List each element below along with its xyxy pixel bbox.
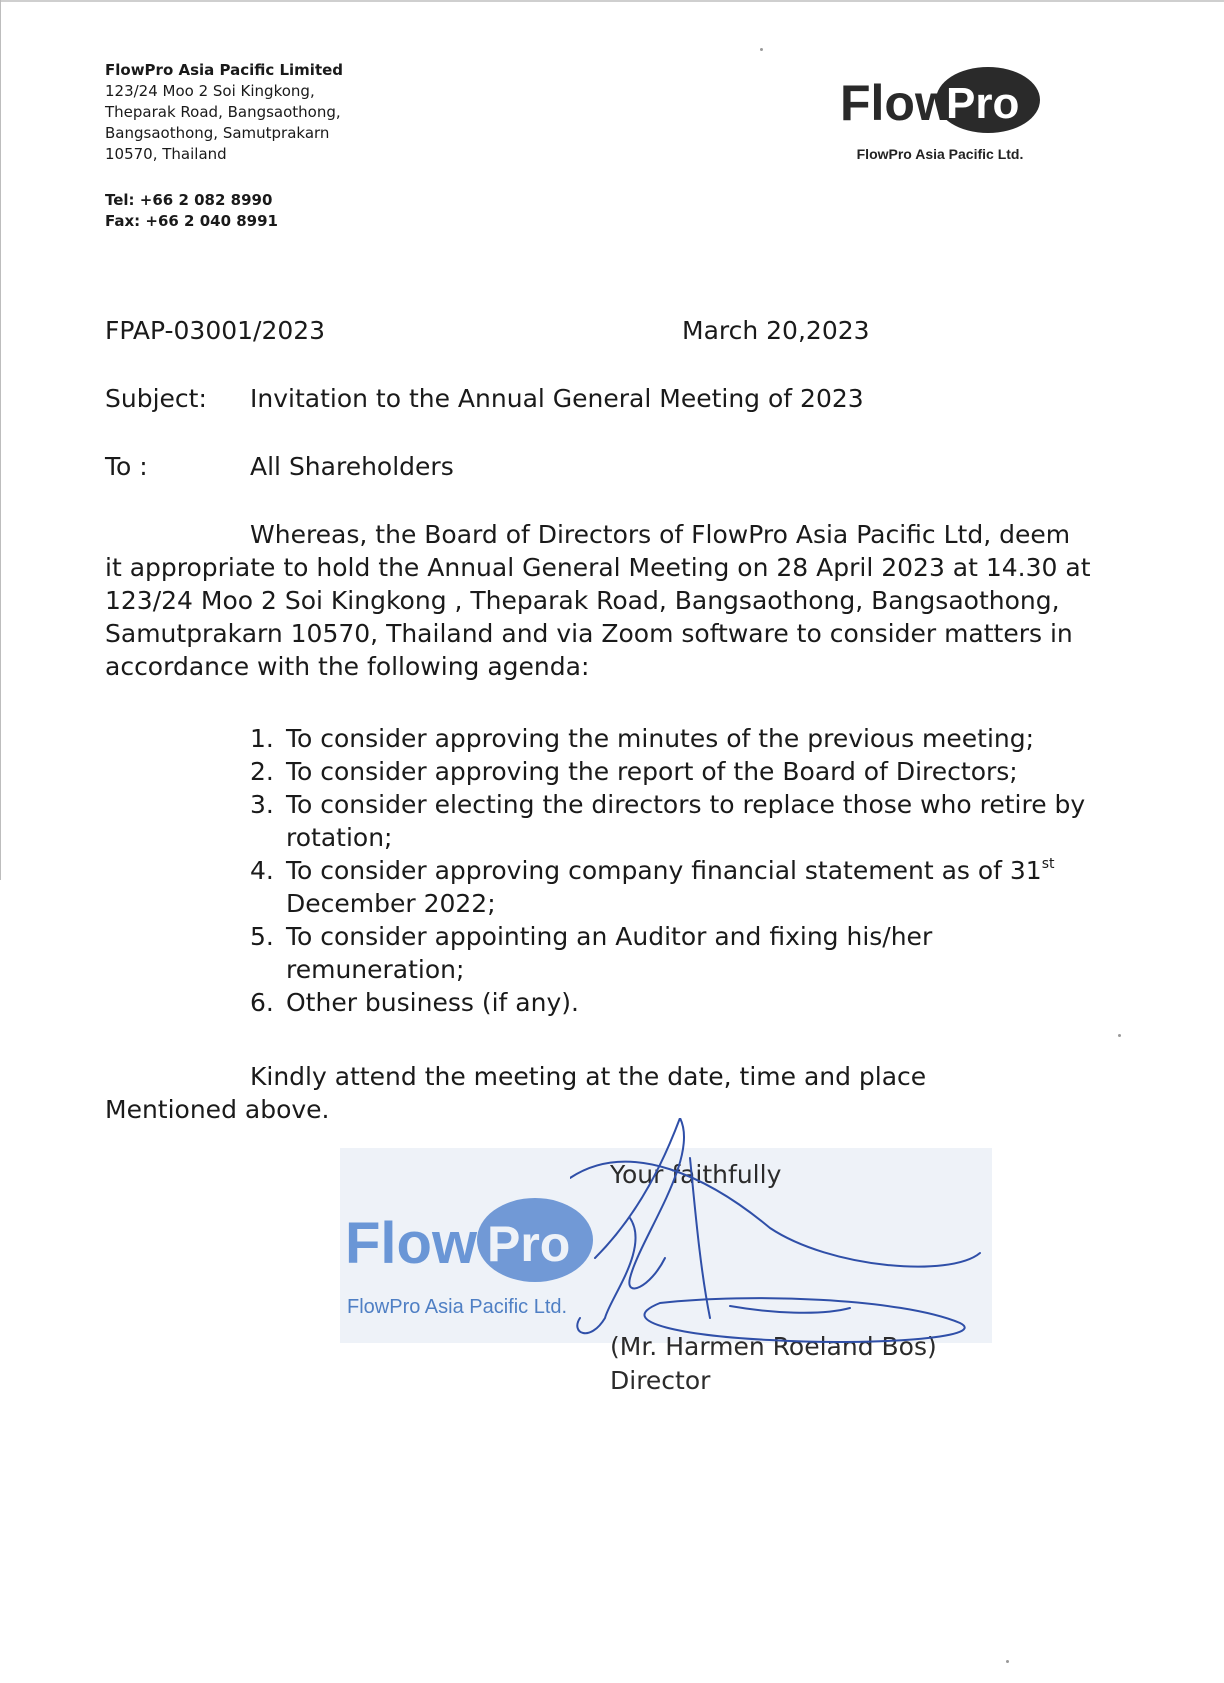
scan-speck xyxy=(760,48,763,51)
agenda-text-part: To consider approving company financial statement as of 31 xyxy=(286,856,1042,885)
stamp-logo-mark xyxy=(345,1195,605,1295)
recipient-text: All Shareholders xyxy=(250,452,454,481)
agenda-text: December 2022; xyxy=(286,889,496,918)
subject-label: Subject: xyxy=(105,384,207,413)
letterhead-address xyxy=(105,60,343,165)
signatory-name: (Mr. Harmen Roeland Bos) xyxy=(610,1332,937,1361)
agenda-text: To consider appointing an Auditor and fixing his/her xyxy=(286,922,933,951)
agenda-item xyxy=(250,854,1100,920)
company-stamp-logo xyxy=(345,1195,605,1299)
agenda-item xyxy=(250,755,1100,788)
scan-speck xyxy=(1118,1034,1121,1037)
logo-word-flow: Flow xyxy=(840,75,954,131)
paragraph-line: Samutprakarn 10570, Thailand and via Zoom software to consider matters in xyxy=(105,619,1073,648)
address-line: 10570, Thailand xyxy=(105,145,227,163)
agenda-number: 4. xyxy=(250,856,274,885)
agenda-number: 3. xyxy=(250,790,274,819)
agenda-list xyxy=(250,722,1100,1019)
tel-number: Tel: +66 2 082 8990 xyxy=(105,191,273,209)
stamp-subtitle: FlowPro Asia Pacific Ltd. xyxy=(347,1296,568,1318)
paragraph-line: accordance with the following agenda: xyxy=(105,652,590,681)
agenda-text: To consider approving the report of the Board of Directors; xyxy=(286,757,1018,786)
ordinal-suffix: st xyxy=(1041,855,1055,872)
address-line: 123/24 Moo 2 Soi Kingkong, xyxy=(105,82,315,100)
agenda-text xyxy=(286,854,1100,887)
fax-number: Fax: +66 2 040 8991 xyxy=(105,212,278,230)
signature-stroke xyxy=(644,1298,964,1342)
agenda-number: 2. xyxy=(250,757,274,786)
paragraph-line: 123/24 Moo 2 Soi Kingkong , Theparak Road, Bangsaothong, Bangsaothong, xyxy=(105,586,1060,615)
closing-line: Mentioned above. xyxy=(105,1095,330,1124)
agenda-item xyxy=(250,722,1100,755)
handwritten-signature xyxy=(570,1118,1000,1348)
paragraph-line: Whereas, the Board of Directors of FlowPro Asia Pacific Ltd, deem xyxy=(250,520,1071,549)
signature-stroke xyxy=(730,1306,850,1313)
scan-edge-top xyxy=(0,0,1224,2)
subject-text: Invitation to the Annual General Meeting of 2023 xyxy=(250,384,864,413)
agenda-item xyxy=(250,986,1100,1019)
signoff-text: Your faithfully xyxy=(610,1160,782,1189)
agenda-number: 5. xyxy=(250,922,274,951)
scan-edge-left xyxy=(0,0,1,880)
reference-number: FPAP-03001/2023 xyxy=(105,316,326,345)
signature-stroke xyxy=(577,1218,635,1333)
stamp-word-flow: Flow xyxy=(345,1211,478,1276)
closing-line: Kindly attend the meeting at the date, time and place xyxy=(250,1062,927,1091)
intro-paragraph xyxy=(105,518,1095,683)
agenda-item xyxy=(250,788,1100,854)
agenda-text: To consider approving the minutes of the previous meeting; xyxy=(286,724,1035,753)
agenda-number: 1. xyxy=(250,724,274,753)
logo-subtitle: FlowPro Asia Pacific Ltd. xyxy=(856,146,1024,162)
closing-paragraph xyxy=(105,1060,926,1126)
agenda-number: 6. xyxy=(250,988,274,1017)
letter-date: March 20,2023 xyxy=(682,316,870,345)
agenda-text: Other business (if any). xyxy=(286,988,579,1017)
signature-stroke xyxy=(595,1118,684,1288)
address-line: Bangsaothong, Samutprakarn xyxy=(105,124,330,142)
flowpro-logo-mark xyxy=(840,58,1040,138)
signatory-title: Director xyxy=(610,1366,711,1395)
agenda-text: remuneration; xyxy=(286,955,465,984)
agenda-item xyxy=(250,920,1100,986)
letterhead-contact xyxy=(105,190,278,232)
address-line: Theparak Road, Bangsaothong, xyxy=(105,103,341,121)
scan-speck xyxy=(1006,1660,1009,1663)
company-name: FlowPro Asia Pacific Limited xyxy=(105,61,344,79)
flowpro-logo xyxy=(840,58,1040,162)
paragraph-line: it appropriate to hold the Annual General Meeting on 28 April 2023 at 14.30 at xyxy=(105,553,1091,582)
agenda-text: To consider electing the directors to replace those who retire by xyxy=(286,790,1086,819)
agenda-text: rotation; xyxy=(286,823,393,852)
logo-word-pro: Pro xyxy=(946,79,1020,128)
stamp-word-pro: Pro xyxy=(487,1216,571,1272)
recipient-label: To : xyxy=(105,452,148,481)
